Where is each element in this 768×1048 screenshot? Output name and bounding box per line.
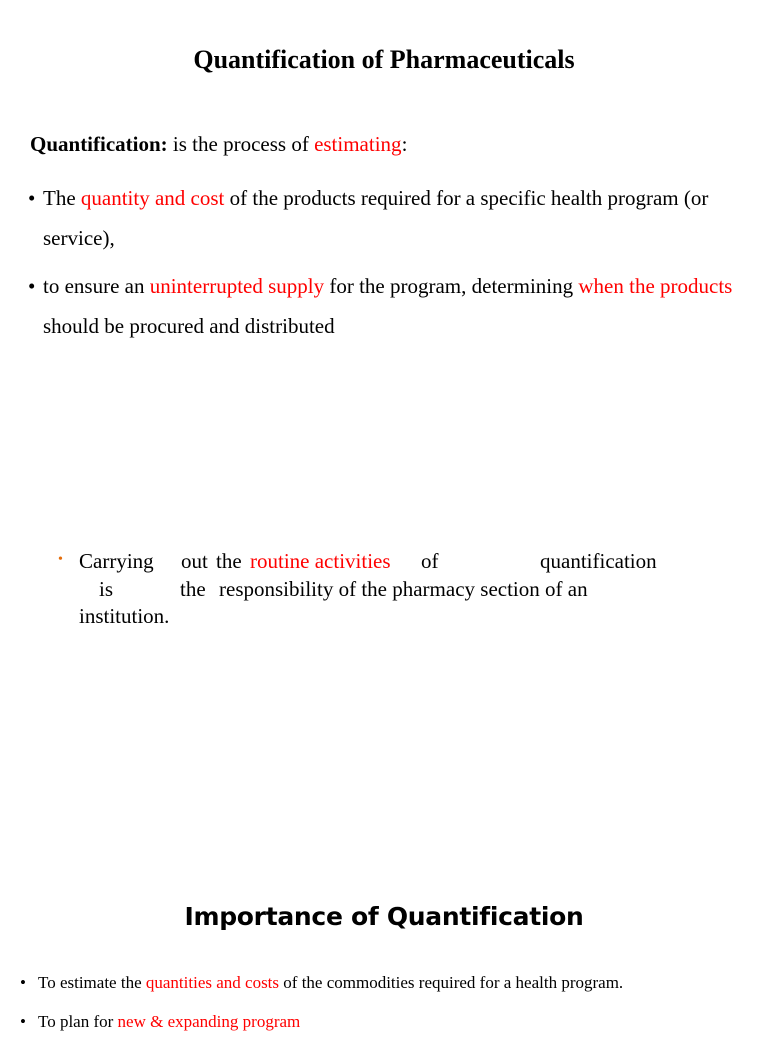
bullet-dot-icon: • xyxy=(20,1012,26,1031)
bullet-text: To plan for xyxy=(38,1012,118,1031)
definition-colon: : xyxy=(401,132,408,156)
bullet-highlight: new & expanding program xyxy=(117,1012,301,1031)
word: quantification xyxy=(540,549,657,573)
definition-text: is the process of xyxy=(167,132,315,156)
bullet-highlight: when the products xyxy=(578,274,733,298)
bullet-dot-icon: • xyxy=(20,973,26,992)
word: is xyxy=(99,576,114,601)
word: out xyxy=(181,549,208,573)
word: the xyxy=(180,576,206,601)
word-highlight: routine activities xyxy=(250,549,391,573)
text-line xyxy=(58,576,668,604)
routine-activities-paragraph xyxy=(58,548,668,631)
bullet-dot-icon: • xyxy=(28,274,36,298)
importance-bullet-list xyxy=(20,970,760,1048)
word: the xyxy=(216,549,242,573)
definition-term: Quantification: xyxy=(30,132,168,156)
slide-quantification-definition xyxy=(0,0,768,370)
definition-highlight: estimating xyxy=(314,132,402,156)
bullet-highlight: quantities and costs xyxy=(145,973,280,992)
list-item xyxy=(20,1009,760,1035)
list-item xyxy=(28,266,748,346)
bullet-text: for the program, determining xyxy=(324,274,579,298)
bullet-text: The xyxy=(43,186,81,210)
word: of xyxy=(421,549,439,573)
text-line xyxy=(58,603,668,631)
list-item xyxy=(20,970,760,996)
bullet-highlight: quantity and cost xyxy=(80,186,225,210)
word: responsibility of the pharmacy section of an xyxy=(219,576,588,601)
bullet-text: to ensure an xyxy=(43,274,150,298)
slide-title: Importance of Quantification xyxy=(184,902,584,931)
slide-importance xyxy=(0,880,768,1031)
definition-bullet-list xyxy=(28,178,748,354)
bullet-highlight: uninterrupted supply xyxy=(149,274,325,298)
bullet-text: To estimate the xyxy=(38,973,146,992)
list-item xyxy=(28,178,748,258)
bullet-dot-icon: • xyxy=(58,552,63,567)
bullet-text: should be procured and distributed xyxy=(43,314,335,338)
bullet-text: of the products required for a specific health program (or service), xyxy=(43,186,709,250)
slide-title: Quantification of Pharmaceuticals xyxy=(193,45,575,74)
text-line xyxy=(58,548,668,576)
bullet-text: of the commodities required for a health program. xyxy=(279,973,624,992)
word: institution. xyxy=(79,604,170,628)
word: Carrying xyxy=(79,549,154,573)
bullet-dot-icon: • xyxy=(28,186,36,210)
definition-paragraph xyxy=(30,132,407,157)
